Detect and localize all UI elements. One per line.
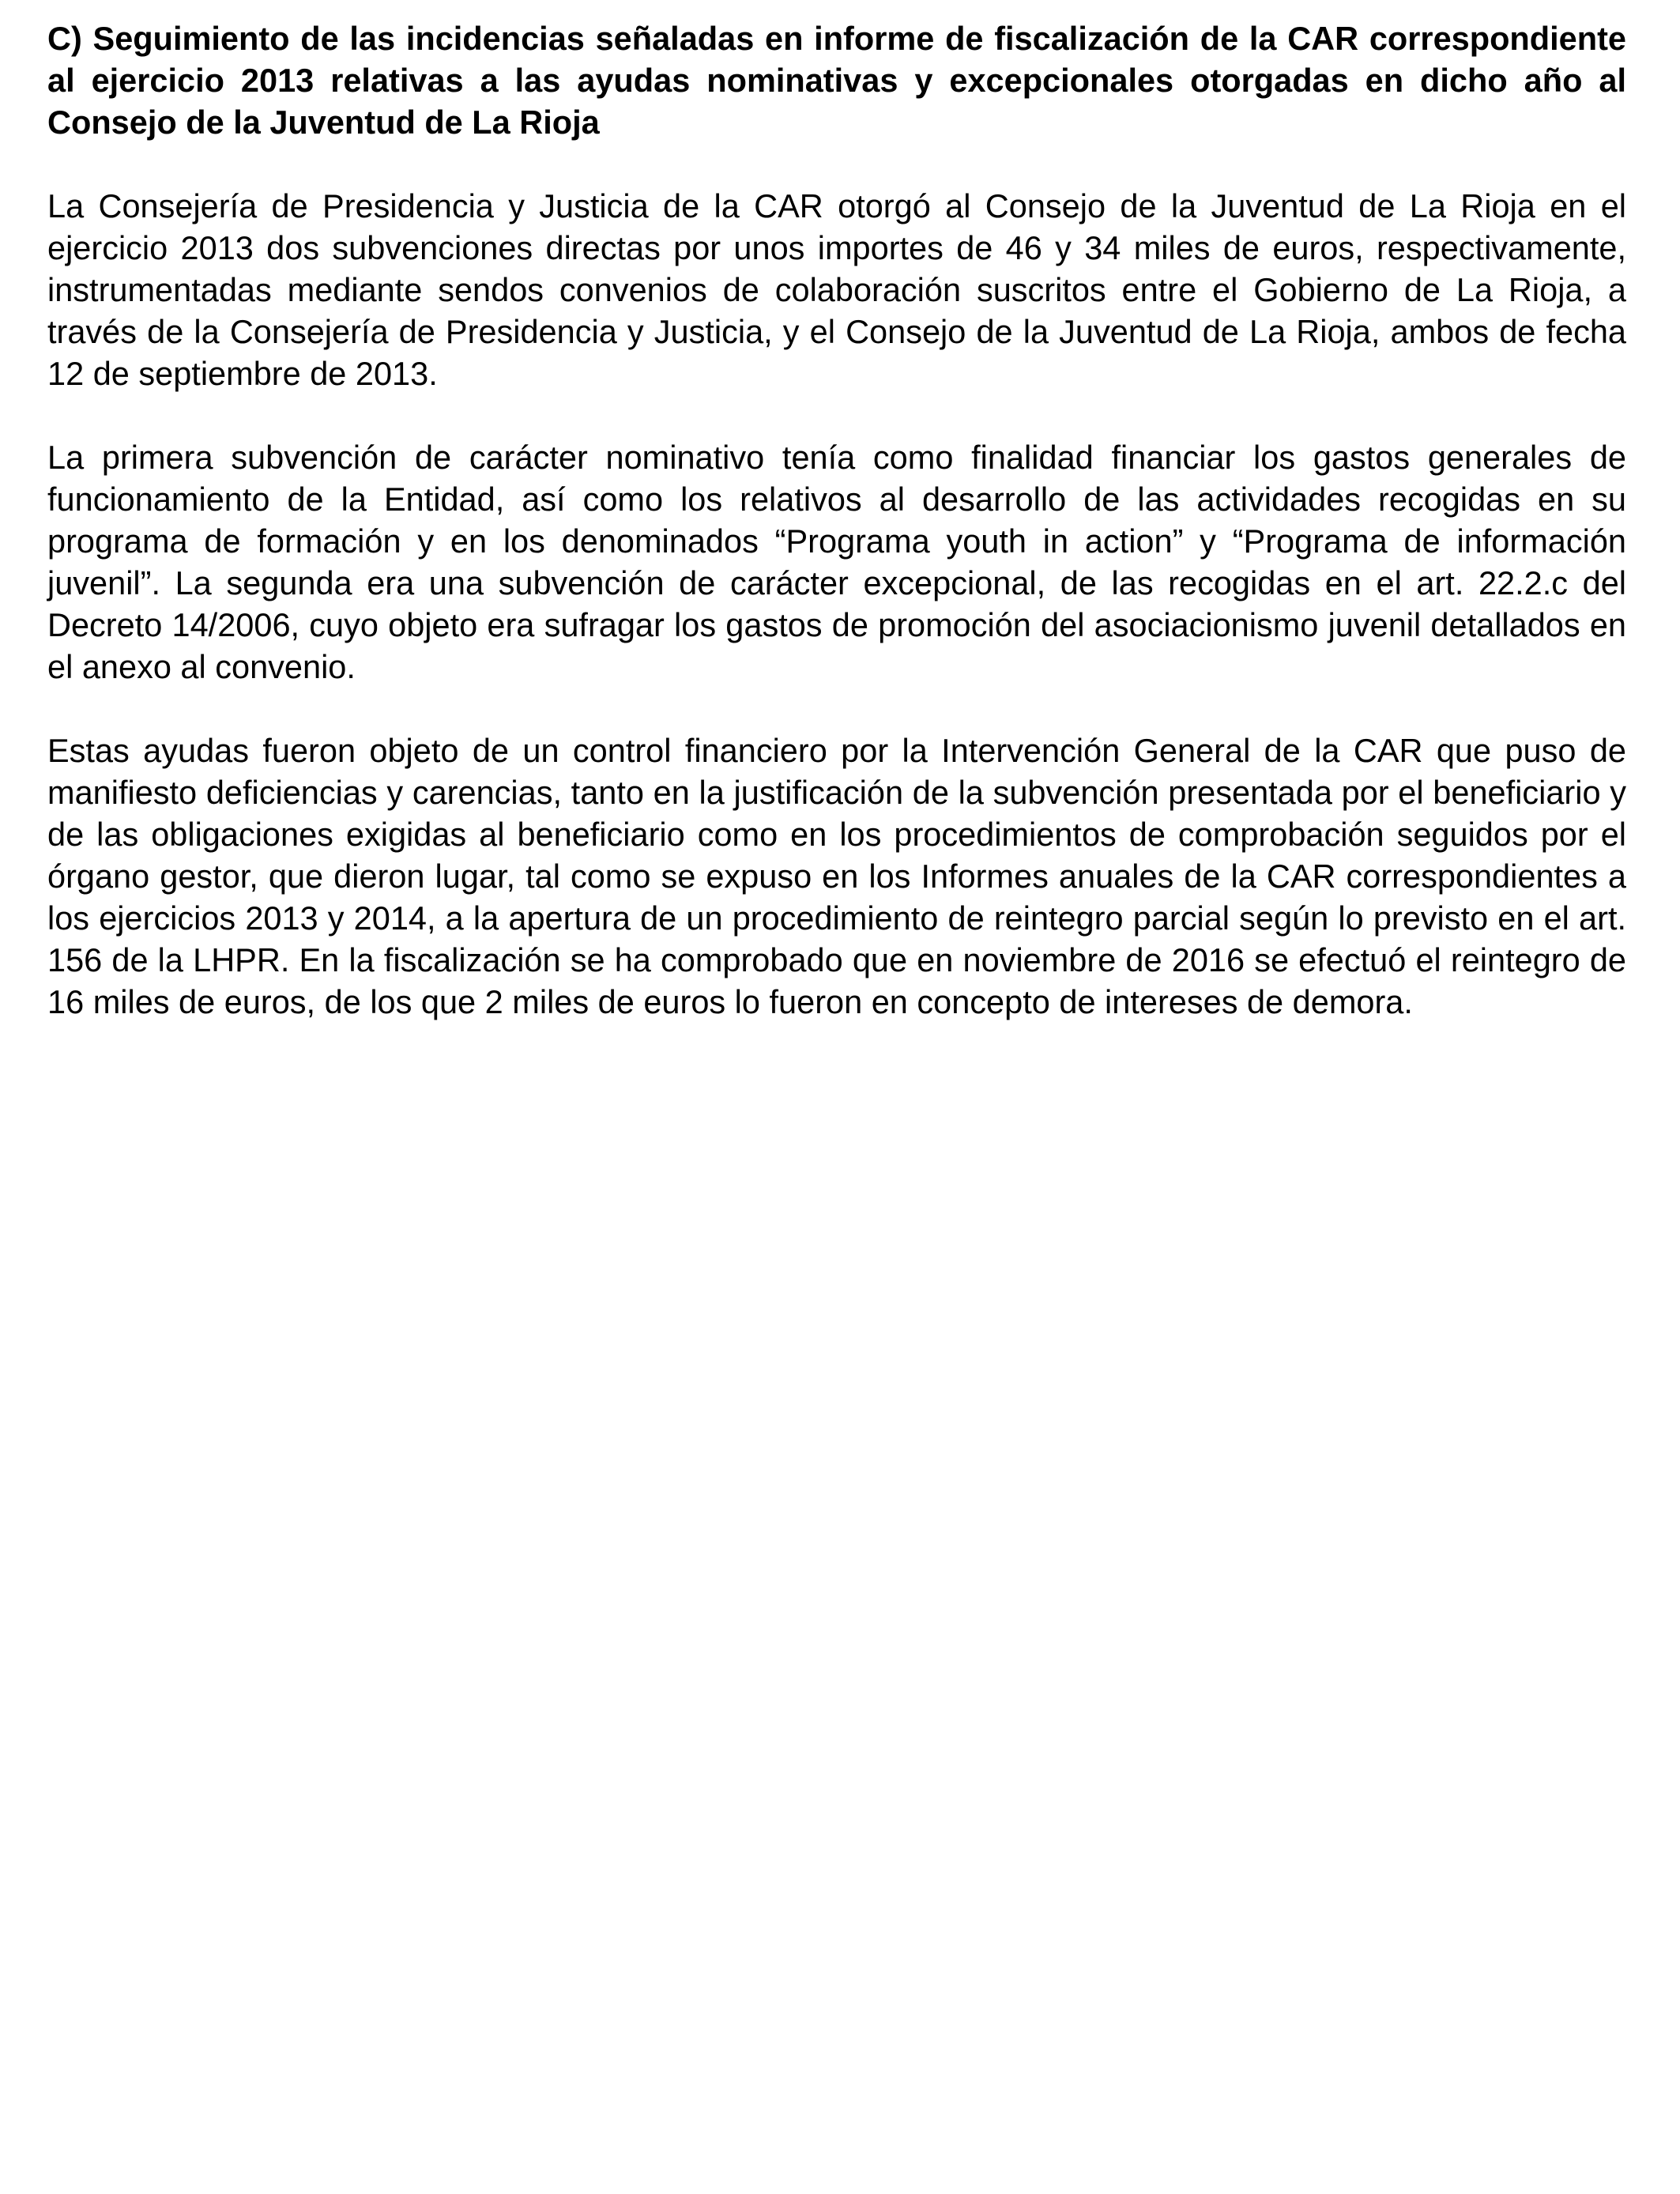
- section-heading: C) Seguimiento de las incidencias señaladas en informe de fiscalización de la CAR correspondiente al ejercicio 2013 relativas a las ayudas nominativas y excepcionales otorgadas en dicho año al Consejo de la Juventud de La Rioja: [47, 20, 1626, 141]
- paragraph-subsidies-granted: La Consejería de Presidencia y Justicia de la CAR otorgó al Consejo de la Juventud de La Rioja en el ejercicio 2013 dos subvenciones directas por unos importes de 46 y 34 miles de euros, respectivamente, instrumentadas mediante sendos convenios de colaboración suscritos entre el Gobierno de La Rioja, a través de la Consejería de Presidencia y Justicia, y el Consejo de la Juventud de La Rioja, ambos de fecha 12 de septiembre de 2013.: [47, 187, 1626, 392]
- paragraph-financial-control: Estas ayudas fueron objeto de un control financiero por la Intervención General de la CAR que puso de manifiesto deficiencias y carencias, tanto en la justificación de la subvención presentada por el beneficiario y de las obligaciones exigidas al beneficiario como en los procedimientos de comprobación seguidos por el órgano gestor, que dieron lugar, tal como se expuso en los Informes anuales de la CAR correspondientes a los ejercicios 2013 y 2014, a la apertura de un procedimiento de reintegro parcial según lo previsto en el art. 156 de la LHPR. En la fiscalización se ha comprobado que en noviembre de 2016 se efectuó el reintegro de 16 miles de euros, de los que 2 miles de euros lo fueron en concepto de intereses de demora.: [47, 732, 1626, 1020]
- document-page: [47, 17, 1626, 1065]
- paragraph-subsidy-purposes: La primera subvención de carácter nominativo tenía como finalidad financiar los gastos generales de funcionamiento de la Entidad, así como los relativos al desarrollo de las actividades recogidas en su programa de formación y en los denominados “Programa youth in action” y “Programa de información juvenil”. La segunda era una subvención de carácter excepcional, de las recogidas en el art. 22.2.c del Decreto 14/2006, cuyo objeto era sufragar los gastos de promoción del asociacionismo juvenil detallados en el anexo al convenio.: [47, 439, 1626, 685]
